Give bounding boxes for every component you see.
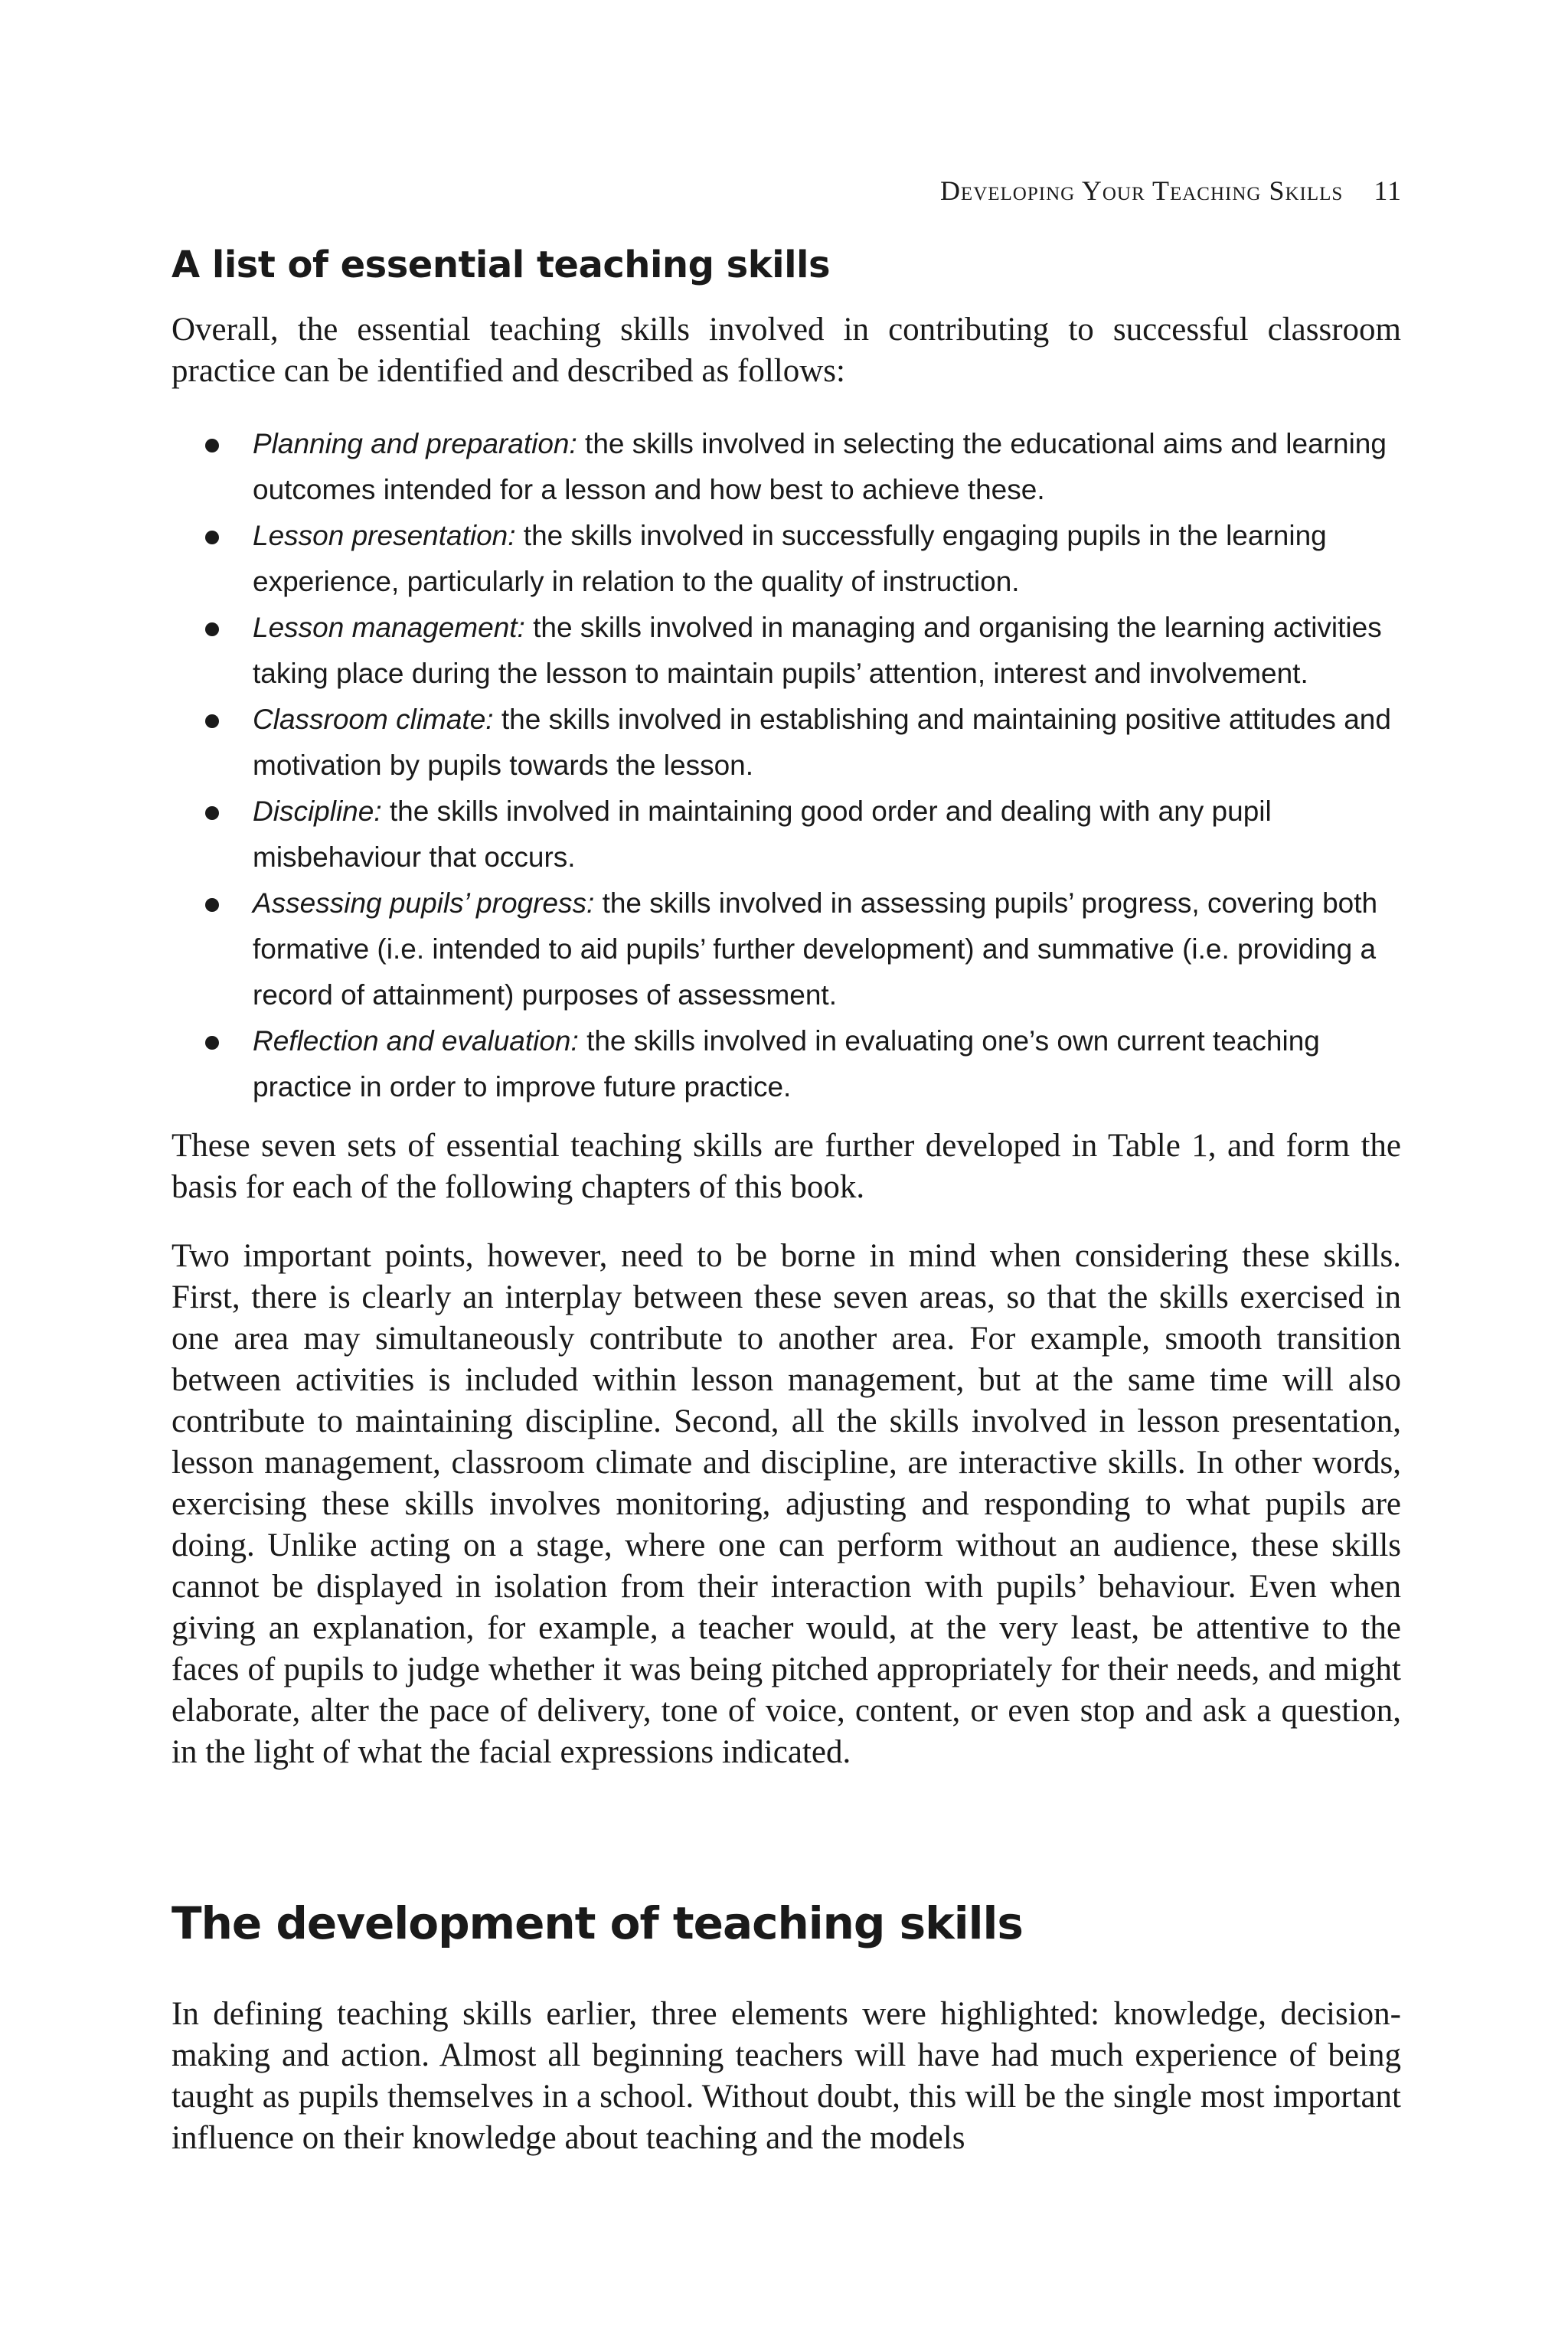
page-number: 11 <box>1374 175 1402 206</box>
interplay-paragraph: Two important points, however, need to be borne in mind when considering these skills. First, there is clearly an interplay between these seven areas, so that the skills exercised in one area may simultaneously contribute to another area. For example, smooth transition between activities is included within lesson management, but at the same time will also contribute to maintaining discipline. Second, all the skills involved in lesson presentation, lesson management, classroom climate and discipline, are interactive skills. In other words, exercising these skills involves monitoring, adjusting and responding to what pupils are doing. Unlike acting on a stage, where one can perform without an audience, these skills cannot be displayed in isolation from their interaction with pupils’ behaviour. Even when giving an explanation, for example, a teacher would, at the very least, be attentive to the faces of pupils to judge whether it was being pitched appropriately for their needs, and might elaborate, alter the pace of delivery, tone of voice, content, or even stop and ask a question, in the light of what the facial expressions indicated. <box>172 1238 1401 1770</box>
skill-name: Lesson management: <box>253 612 525 643</box>
list-item <box>205 880 1401 1018</box>
running-head-title: Developing Your Teaching Skills <box>939 175 1344 206</box>
development-paragraph: In defining teaching skills earlier, three elements were highlighted: knowledge, decision-making and action. Almost all beginning teachers will have had much experience of being taught as pupils themselves in a school. Without doubt, this will be the single most important influence on their knowledge about teaching and the models <box>172 1996 1401 2156</box>
skill-name: Planning and preparation: <box>253 428 577 459</box>
bullet-icon <box>205 714 219 728</box>
skill-description: the skills involved in establishing and maintaining positive attitudes and motivation by pupils towards the lesson. <box>253 704 1391 781</box>
after-list-paragraph: These seven sets of essential teaching skills are further developed in Table 1, and form the basis for each of the following chapters of this book. <box>172 1128 1401 1205</box>
bullet-icon <box>205 531 219 544</box>
list-item <box>205 513 1401 605</box>
skill-description: the skills involved in successfully engaging pupils in the learning experience, particularly in relation to the quality of instruction. <box>253 520 1327 597</box>
list-item <box>205 605 1401 697</box>
skill-description: the skills involved in evaluating one’s own current teaching practice in order to improve future practice. <box>253 1025 1320 1102</box>
skill-description: the skills involved in selecting the educational aims and learning outcomes intended for a lesson and how best to achieve these. <box>253 428 1387 505</box>
running-head <box>940 175 1402 207</box>
skill-description: the skills involved in managing and organising the learning activities taking place during the lesson to maintain pupils’ attention, interest and involvement. <box>253 612 1382 689</box>
bullet-icon <box>205 622 219 636</box>
bullet-icon <box>205 898 219 912</box>
bullet-icon <box>205 1036 219 1050</box>
section-heading-development: The development of teaching skills <box>172 1897 1023 1949</box>
skill-name: Reflection and evaluation: <box>253 1025 579 1057</box>
section-heading-essential-skills: A list of essential teaching skills <box>172 243 831 286</box>
skill-name: Classroom climate: <box>253 704 494 735</box>
skill-name: Assessing pupils’ progress: <box>253 887 595 919</box>
bullet-icon <box>205 806 219 820</box>
list-item <box>205 421 1401 513</box>
list-item <box>205 1018 1401 1110</box>
intro-paragraph: Overall, the essential teaching skills involved in contributing to successful classroom practice can be identified and described as follows: <box>172 312 1401 389</box>
skill-name: Lesson presentation: <box>253 520 516 551</box>
list-item <box>205 697 1401 789</box>
skills-list <box>205 421 1401 1110</box>
skill-description: the skills involved in maintaining good order and dealing with any pupil misbehaviour that occurs. <box>253 795 1272 873</box>
skill-name: Discipline: <box>253 795 382 827</box>
bullet-icon <box>205 439 219 452</box>
list-item <box>205 789 1401 880</box>
skill-description: the skills involved in assessing pupils’ progress, covering both formative (i.e. intended to aid pupils’ further development) and summative (i.e. providing a record of attainment) purposes of assessment. <box>253 887 1378 1011</box>
